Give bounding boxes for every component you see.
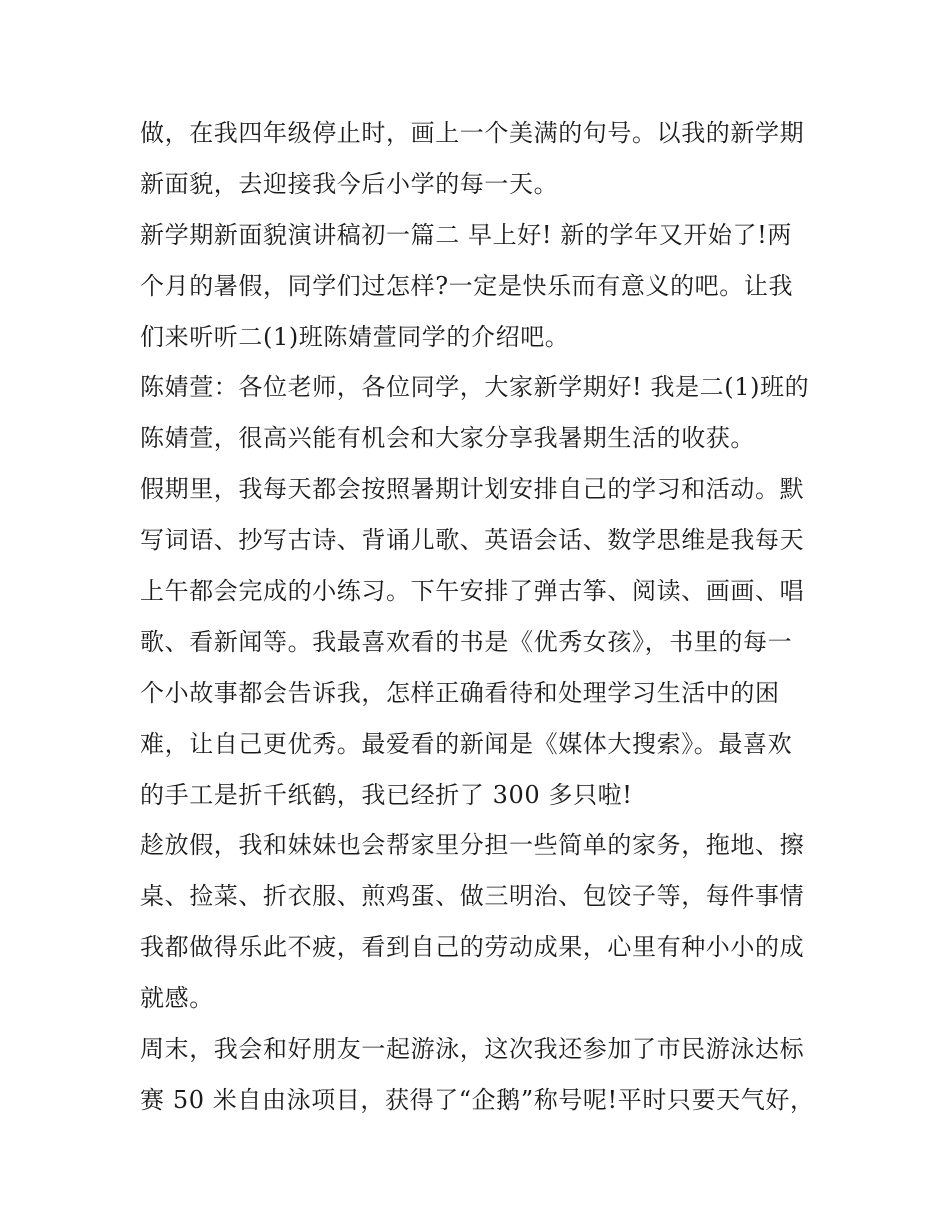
text-line: 周末，我会和好朋友一起游泳，这次我还参加了市民游泳达标	[140, 1035, 805, 1064]
text-line: 假期里，我每天都会按照暑期计划安排自己的学习和活动。默	[140, 475, 805, 504]
text-line: 趁放假，我和妹妹也会帮家里分担一些简单的家务，拖地、擦	[140, 831, 805, 860]
text-line: 个小故事都会告诉我，怎样正确看待和处理学习生活中的困	[140, 678, 780, 707]
text-line: 歌、看新闻等。我最喜欢看的书是《优秀女孩》，书里的每一	[140, 627, 793, 656]
text-line: 做，在我四年级停止时，画上一个美满的句号。以我的新学期	[140, 119, 805, 147]
text-line: 我都做得乐此不疲，看到自己的劳动成果，心里有种小小的成	[140, 933, 805, 962]
document-body	[140, 108, 820, 1126]
text-line: 上午都会完成的小练习。下午安排了弹古筝、阅读、画画、唱	[140, 577, 805, 606]
text-line: 难，让自己更优秀。最爱看的新闻是《媒体大搜索》。最喜欢	[140, 729, 793, 758]
text-line: 陈婧萱，很高兴能有机会和大家分享我暑期生活的收获。	[140, 424, 755, 453]
text-line: 赛 50 米自由泳项目，获得了“企鹅”称号呢!平时只要天气好，	[140, 1085, 815, 1114]
text-line: 新面貌，去迎接我今后小学的每一天。	[140, 169, 559, 198]
text-line: 个月的暑假，同学们过怎样?一定是快乐而有意义的吧。让我	[140, 271, 794, 300]
text-line: 写词语、抄写古诗、背诵儿歌、英语会话、数学思维是我每天	[140, 526, 805, 555]
text-line: 桌、捡菜、折衣服、煎鸡蛋、做三明治、包饺子等，每件事情	[140, 882, 805, 911]
text-line: 新学期新面貌演讲稿初一篇二 早上好! 新的学年又开始了!两	[140, 220, 792, 249]
text-line: 就感。	[140, 984, 214, 1013]
text-line: 们来听听二(1)班陈婧萱同学的介绍吧。	[140, 322, 570, 351]
text-line: 陈婧萱：各位老师，各位同学，大家新学期好! 我是二(1)班的	[140, 373, 810, 402]
text-line: 的手工是折千纸鹤，我已经折了 300 多只啦!	[140, 780, 633, 809]
